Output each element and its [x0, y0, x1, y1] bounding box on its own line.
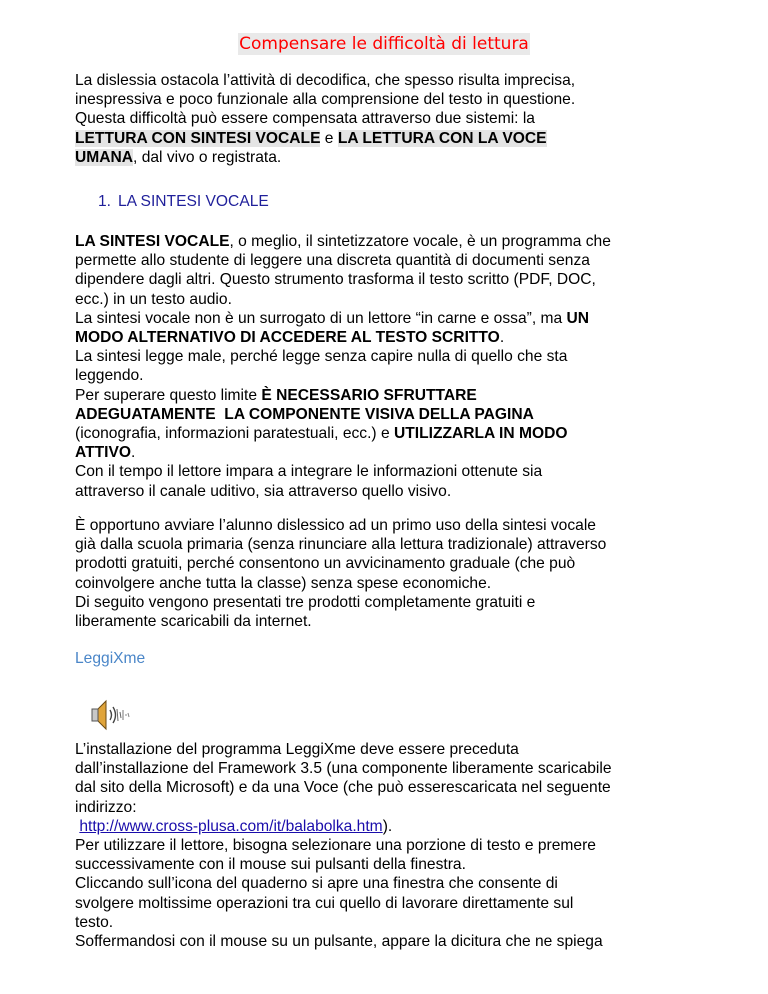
- text-line: dall’installazione del Framework 3.5 (una componente liberamente scaricabile: [75, 760, 612, 778]
- text-span: La sintesi vocale non è un surrogato di un lettore “in carne e ossa”, ma: [75, 309, 567, 327]
- text-line: Soffermandosi con il mouse su un pulsante, appare la dicitura che ne spiega: [75, 933, 603, 951]
- text-line: [75, 328, 705, 347]
- text-line: [75, 309, 705, 328]
- speaker-icon: [84, 696, 140, 734]
- bold-text: UTILIZZARLA IN MODO: [393, 425, 568, 443]
- text-line: indirizzo:: [75, 798, 137, 816]
- text-line: dal sito della Microsoft) e da una Voce (che può esserescaricata nel seguente: [75, 779, 611, 797]
- text-line: ecc.) in un testo audio.: [75, 290, 232, 308]
- text-line: [75, 817, 705, 836]
- text-line: [75, 148, 705, 167]
- bold-text: MODO ALTERNATIVO DI ACCEDERE AL TESTO SCRITTO: [75, 329, 500, 347]
- text-line: [75, 443, 705, 462]
- text-line: L’installazione del programma LeggiXme deve essere preceduta: [75, 741, 519, 758]
- bold-text: LA SINTESI VOCALE: [75, 233, 230, 250]
- text-span: , dal vivo o registrata.: [133, 148, 282, 166]
- bold-text: UN: [566, 309, 590, 327]
- text-line: inespressiva e poco funzionale alla comprensione del testo in questione.: [75, 91, 576, 109]
- text-line: [75, 129, 705, 148]
- text-line: leggendo.: [75, 367, 144, 385]
- text-line: Di seguito vengono presentati tre prodotti completamente gratuiti e: [75, 593, 536, 611]
- leggixme-paragraph: [75, 740, 705, 951]
- text-span: Per superare questo limite: [75, 386, 262, 404]
- text-line: La sintesi legge male, perché legge senza capire nulla di quello che sta: [75, 348, 568, 366]
- highlight-umana: UMANA: [75, 148, 134, 166]
- leggixme-heading: LeggiXme: [75, 650, 146, 667]
- text-line: successivamente con il mouse sui pulsanti della finestra.: [75, 856, 466, 874]
- text-span: ).: [382, 817, 393, 835]
- text-line: svolgere moltissime operazioni tra cui quello di lavorare direttamente sul: [75, 894, 574, 912]
- text-line: liberamente scaricabili da internet.: [75, 613, 312, 631]
- text-span: (iconografia, informazioni paratestuali, ecc.) e: [75, 425, 394, 443]
- text-line: Con il tempo il lettore impara a integrare le informazioni ottenute sia: [75, 463, 543, 481]
- text-line: già dalla scuola primaria (senza rinunciare alla lettura tradizionale) attraverso: [75, 536, 607, 554]
- text-line: [75, 405, 705, 424]
- text-span: .: [499, 329, 505, 347]
- text-span: .: [131, 444, 136, 462]
- page-title-text: Compensare le difficoltà di lettura: [239, 34, 529, 54]
- section-number: 1.: [98, 193, 112, 210]
- balabolka-link[interactable]: http://www.cross-plusa.com/it/balabolka.htm: [79, 817, 383, 835]
- page-title: [0, 34, 768, 54]
- text-line: permette allo studente di leggere una discreta quantità di documenti senza: [75, 252, 590, 270]
- text-span: e: [320, 129, 338, 147]
- text-line: [75, 386, 705, 405]
- highlight-sintesi: LETTURA CON SINTESI VOCALE: [75, 129, 321, 147]
- text-line: coinvolgere anche tutta la classe) senza spese economiche.: [75, 574, 492, 592]
- bold-text: ATTIVO: [75, 444, 132, 462]
- bold-text: È NECESSARIO SFRUTTARE: [261, 386, 477, 404]
- opportuno-paragraph: [75, 516, 705, 631]
- text-line: [75, 424, 705, 443]
- sintesi-paragraph: [75, 232, 705, 501]
- text-span: , o meglio, il sintetizzatore vocale, è un programma che: [229, 233, 611, 250]
- text-line: prodotti gratuiti, perché consentono un avvicinamento graduale (che può: [75, 555, 576, 573]
- text-line: Questa difficoltà può essere compensata attraverso due sistemi: la: [75, 110, 535, 128]
- bold-text: ADEGUATAMENTE LA COMPONENTE VISIVA DELLA PAGINA: [75, 405, 534, 423]
- text-line: Cliccando sull’icona del quaderno si apre una finestra che consente di: [75, 875, 558, 893]
- text-line: [75, 232, 705, 251]
- intro-paragraph: [75, 71, 705, 167]
- text-line: La dislessia ostacola l’attività di decodifica, che spesso risulta imprecisa,: [75, 72, 576, 89]
- text-line: Per utilizzare il lettore, bisogna selezionare una porzione di testo e premere: [75, 837, 596, 855]
- highlight-voce: LA LETTURA CON LA VOCE: [337, 129, 547, 147]
- section-title: LA SINTESI VOCALE: [118, 193, 269, 210]
- text-line: È opportuno avviare l’alunno dislessico ad un primo uso della sintesi vocale: [75, 517, 596, 534]
- text-line: dipendere dagli altri. Questo strumento trasforma il testo scritto (PDF, DOC,: [75, 271, 596, 289]
- section-heading: [98, 193, 269, 211]
- text-line: attraverso il canale uditivo, sia attraverso quello visivo.: [75, 482, 452, 500]
- text-line: testo.: [75, 913, 114, 931]
